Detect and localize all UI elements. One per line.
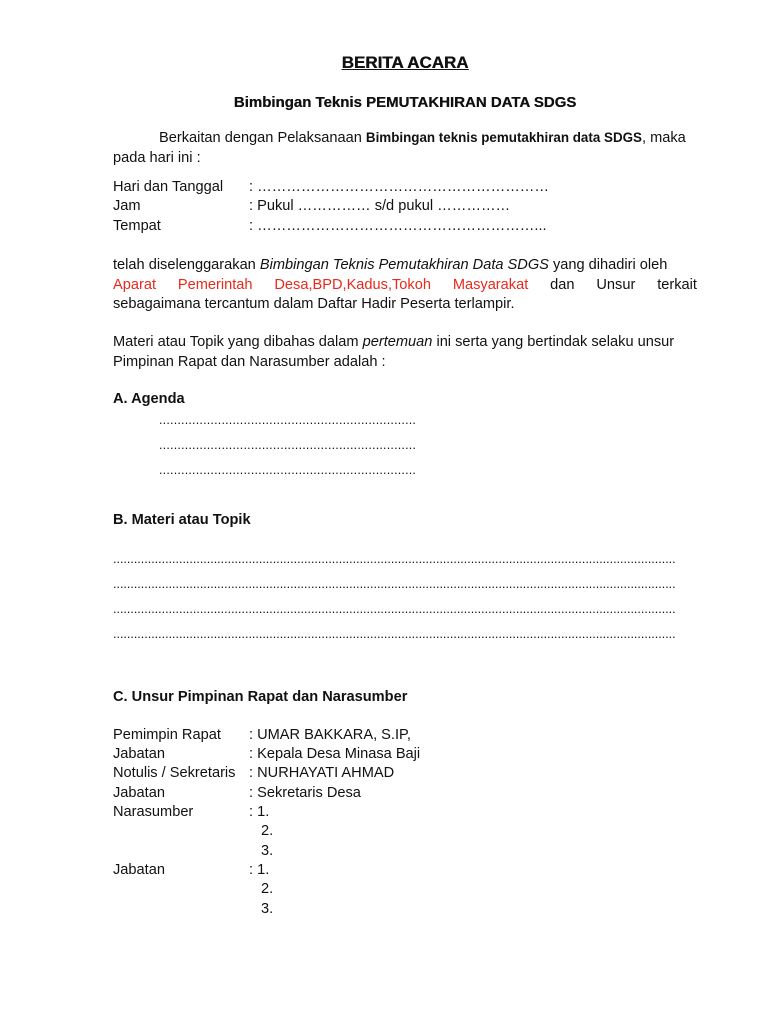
row-label: Jabatan xyxy=(113,746,165,762)
section-b-heading: B. Materi atau Topik xyxy=(113,512,251,528)
paragraph-topic xyxy=(113,333,697,372)
text-word: Unsur xyxy=(596,276,636,293)
row-label: Notulis / Sekretaris xyxy=(113,765,236,781)
paragraph-line xyxy=(113,256,697,276)
text-word: terkait xyxy=(657,276,697,293)
row-number: 2. xyxy=(261,823,274,839)
topic-line: .................................................................................................................................................................. xyxy=(113,627,676,641)
field-value: : Pukul …………… s/d pukul …………… xyxy=(249,198,511,214)
agenda-line: ...................................................................... xyxy=(159,463,417,477)
topic-line: .................................................................................................................................................................. xyxy=(113,602,676,616)
attendee-word: Desa,BPD,Kadus,Tokoh xyxy=(274,276,431,293)
italic-text: pertemuan xyxy=(362,334,433,350)
section-c-heading: C. Unsur Pimpinan Rapat dan Narasumber xyxy=(113,689,408,705)
paragraph-line-attendees xyxy=(113,276,697,296)
row-label: Narasumber xyxy=(113,804,194,820)
row-value: : 1. xyxy=(249,862,270,878)
text-span: Materi atau Topik yang dibahas dalam xyxy=(113,334,363,350)
row-value: : Sekretaris Desa xyxy=(249,785,361,801)
intro-text-2: , maka pada hari ini : xyxy=(113,130,686,166)
topic-line: .................................................................................................................................................................. xyxy=(113,577,676,591)
row-value: : 1. xyxy=(249,804,270,820)
field-value: : …………………………………………………... xyxy=(249,218,547,234)
italic-text: Bimbingan Teknis Pemutakhiran Data SDGS xyxy=(259,257,549,273)
document-subtitle: Bimbingan Teknis PEMUTAKHIRAN DATA SDGS xyxy=(233,94,577,111)
attendee-word: Aparat xyxy=(113,276,156,293)
paragraph-line xyxy=(113,333,697,353)
text-span: yang dihadiri oleh xyxy=(548,257,668,273)
attendee-word: Pemerintah xyxy=(177,276,253,293)
field-label: Jam xyxy=(113,198,141,214)
row-label: Pemimpin Rapat xyxy=(113,727,221,743)
intro-paragraph xyxy=(113,128,697,168)
attendee-word: Masyarakat xyxy=(452,276,529,293)
field-label: Hari dan Tanggal xyxy=(113,179,224,195)
row-value: : Kepala Desa Minasa Baji xyxy=(249,746,421,762)
intro-text-1: Berkaitan dengan Pelaksanaan xyxy=(159,130,366,146)
field-label: Tempat xyxy=(113,218,161,234)
topic-line: .................................................................................................................................................................. xyxy=(113,552,676,566)
document-page xyxy=(113,0,697,1024)
row-value: : NURHAYATI AHMAD xyxy=(249,765,395,781)
row-number: 3. xyxy=(261,843,274,859)
text-span: telah diselenggarakan xyxy=(113,257,260,273)
agenda-line: ...................................................................... xyxy=(159,413,417,427)
row-number: 3. xyxy=(261,901,274,917)
row-label: Jabatan xyxy=(113,862,165,878)
paragraph-line: sebagaimana tercantum dalam Daftar Hadir Peserta terlampir. xyxy=(113,296,515,312)
row-number: 2. xyxy=(261,881,274,897)
row-label: Jabatan xyxy=(113,785,165,801)
paragraph-attendance xyxy=(113,256,697,315)
text-span: ini serta yang bertindak selaku unsur xyxy=(432,334,675,350)
intro-bold-text: Bimbingan teknis pemutakhiran data SDGS xyxy=(365,130,642,145)
field-value: : …………………………………………………… xyxy=(249,179,549,195)
row-value: : UMAR BAKKARA, S.IP, xyxy=(249,727,411,743)
text-word: dan xyxy=(550,276,575,293)
document-title: BERITA ACARA xyxy=(341,53,469,72)
agenda-line: ...................................................................... xyxy=(159,438,417,452)
section-a-heading: A. Agenda xyxy=(113,391,185,407)
paragraph-line: Pimpinan Rapat dan Narasumber adalah : xyxy=(113,353,386,370)
